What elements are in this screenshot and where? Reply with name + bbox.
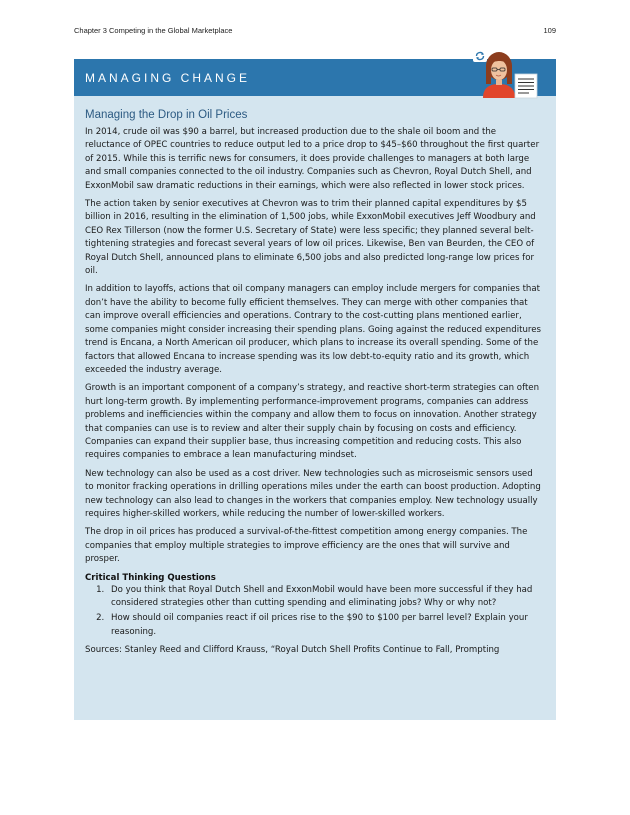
paragraph: In 2014, crude oil was $90 a barrel, but increased production due to the shale oil boom and the reluctance of OPEC countries to reduce output led to a price drop to $45–$60 throughout the first quarter of 2015. While this is terrific news for consumers, it does provide challenges to managers at both large and small companies connected to the oil industry. Companies such as Chevron, Royal Dutch Shell, and ExxonMobil saw dramatic reductions in their earnings, which were also reflected in lower stock prices. <box>85 127 540 191</box>
managing-change-box <box>74 59 556 720</box>
questions-list <box>85 584 544 640</box>
page-header <box>74 26 556 38</box>
page-number: 109 <box>543 26 556 35</box>
paragraph: In addition to layoffs, actions that oil company managers can employ include mergers for companies that don’t have the ability to become fully efficient themselves. They can merge with other companies that can improve overall efficiencies and operations. Contrary to the cost-cutting plans mentioned earlier, some companies might consider increasing their spending plans. Going against the reduced expenditures trend is Encana, a North American oil producer, which plans to increase its overall spending. Some of the factors that allowed Encana to increase spending was its low debt-to-equity ratio and its growth, which exceeded the industry average. <box>85 284 542 375</box>
questions-title: Critical Thinking Questions <box>85 572 216 583</box>
question-item: 1. Do you think that Royal Dutch Shell and ExxonMobil would have been more successful if they had considered strategies other than cutting spending and eliminating jobs? Why or why not? <box>107 584 544 611</box>
paragraph: New technology can also be used as a cost driver. New technologies such as microseismic sensors used to monitor fracking operations in drilling operations miles under the earth can boost production. Adopting new technology can also lead to changes in the workers that companies employ. New technology usually requires higher-skilled workers, while reducing the number of lower-skilled workers. <box>85 468 541 519</box>
paragraph: Growth is an important component of a company’s strategy, and reactive short-term strategies can often hurt long-term growth. By implementing performance-improvement programs, companies can address problems and inefficiencies within the company and allow them to focus on innovation. Another strategy that companies can use is to review and alter their supply chain by focusing on costs and efficiency. Companies can expand their supplier base, thus increasing competition and reducing costs. This also requires companies to embrace a lean manufacturing mindset. <box>85 383 540 461</box>
paragraph: The drop in oil prices has produced a survival-of-the-fittest competition among energy companies. The companies that employ multiple strategies to improve efficiency are the ones that will survive and prosper. <box>85 527 528 565</box>
refresh-icon <box>473 50 487 62</box>
banner-title: MANAGING CHANGE <box>85 71 251 85</box>
woman-avatar-icon <box>483 52 515 98</box>
paragraph: The action taken by senior executives at Chevron was to trim their planned capital expenditures by $5 billion in 2016, resulting in the elimination of 1,500 jobs, while ExxonMobil executives Jeff Woodbury and CEO Rex Tillerson (now the former U.S. Secretary of State) were less specific; they planned several belt-tightening strategies and forecast several years of low oil prices. Likewise, Ben van Beurden, the CEO of Royal Dutch Shell, announced plans to eliminate 6,500 jobs and also predicted long-range low prices for oil. <box>85 199 536 277</box>
sources-text: Sources: Stanley Reed and Clifford Krauss, “Royal Dutch Shell Profits Continue to Fall, Prompting <box>85 645 500 656</box>
document-icon <box>515 74 537 98</box>
chapter-title: Chapter 3 Competing in the Global Marketplace <box>74 26 233 35</box>
question-item: 2. How should oil companies react if oil prices rise to the $90 to $100 per barrel level? Explain your reasoning. <box>107 612 544 639</box>
feature-content <box>85 109 544 658</box>
section-title: Managing the Drop in Oil Prices <box>85 109 248 121</box>
woman-with-document-and-refresh-icon <box>473 50 543 102</box>
